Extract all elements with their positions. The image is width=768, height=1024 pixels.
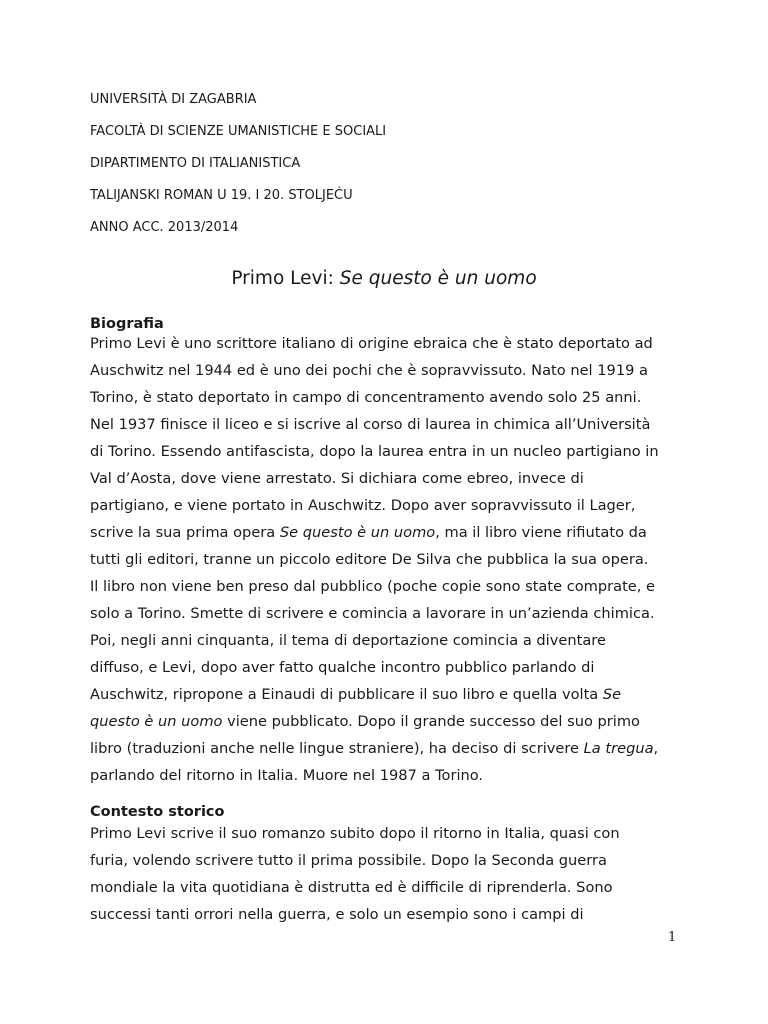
contesto-paragraph — [90, 820, 620, 928]
header-department: DIPARTIMENTO DI ITALIANISTICA — [90, 156, 301, 171]
italic-title-text: Se questo è un uomo — [279, 524, 436, 541]
text-run: scrive la sua prima opera — [90, 524, 280, 541]
text-run: furia, volendo scrivere tutto il prima possibile. Dopo la Seconda guerra — [90, 852, 607, 869]
italic-title-text: La tregua — [583, 740, 654, 757]
document-title — [90, 268, 678, 289]
header-course: TALIJANSKI ROMAN U 19. I 20. STOLJEĆU — [90, 188, 353, 203]
text-run: parlando del ritorno in Italia. Muore nel 1987 a Torino. — [90, 767, 484, 784]
text-run: successi tanti orrori nella guerra, e solo un esempio sono i campi di — [90, 906, 584, 923]
text-run: solo a Torino. Smette di scrivere e comincia a lavorare in un’azienda chimica. — [90, 605, 655, 622]
text-run: partigiano, e viene portato in Auschwitz. Dopo aver sopravvissuto il Lager, — [90, 497, 636, 514]
title-work: Se questo è un uomo — [339, 268, 537, 289]
text-run: Nel 1937 finisce il liceo e si iscrive al corso di laurea in chimica all’Università — [90, 416, 651, 433]
text-line — [90, 874, 620, 901]
text-line — [90, 820, 620, 847]
section-heading-contesto: Contesto storico — [90, 804, 225, 820]
header-academic-year: ANNO ACC. 2013/2014 — [90, 220, 239, 235]
text-run: libro (traduzioni anche nelle lingue straniere), ha deciso di scrivere — [90, 740, 584, 757]
text-run: Primo Levi scrive il suo romanzo subito dopo il ritorno in Italia, quasi con — [90, 825, 620, 842]
text-line — [90, 465, 659, 492]
title-author: Primo Levi: — [231, 268, 340, 289]
text-line — [90, 654, 659, 681]
text-line — [90, 573, 659, 600]
text-run: , ma il libro viene rifiutato da — [435, 524, 647, 541]
text-line — [90, 708, 659, 735]
text-run: di Torino. Essendo antifascista, dopo la laurea entra in un nucleo partigiano in — [90, 443, 659, 460]
text-line — [90, 546, 659, 573]
text-run: Primo Levi è uno scrittore italiano di origine ebraica che è stato deportato ad — [90, 335, 653, 352]
text-run: viene pubblicato. Dopo il grande successo del suo primo — [222, 713, 640, 730]
text-run: Auschwitz, ripropone a Einaudi di pubblicare il suo libro e quella volta — [90, 686, 603, 703]
text-line — [90, 519, 659, 546]
text-run: Poi, negli anni cinquanta, il tema di deportazione comincia a diventare — [90, 632, 606, 649]
italic-title-text: Se — [602, 686, 622, 703]
text-line — [90, 901, 620, 928]
text-run: Il libro non viene ben preso dal pubblico (poche copie sono state comprate, e — [90, 578, 656, 595]
text-run: Val d’Aosta, dove viene arrestato. Si dichiara come ebreo, invece di — [90, 470, 584, 487]
section-heading-biografia: Biografia — [90, 316, 164, 332]
text-run: tutti gli editori, tranne un piccolo editore De Silva che pubblica la sua opera. — [90, 551, 649, 568]
header-faculty: FACOLTÀ DI SCIENZE UMANISTICHE E SOCIALI — [90, 124, 387, 139]
biografia-paragraph — [90, 330, 659, 789]
text-line — [90, 627, 659, 654]
text-run: Torino, è stato deportato in campo di concentramento avendo solo 25 anni. — [90, 389, 642, 406]
text-run: diffuso, e Levi, dopo aver fatto qualche incontro pubblico parlando di — [90, 659, 595, 676]
text-line — [90, 762, 659, 789]
text-line — [90, 735, 659, 762]
text-line — [90, 847, 620, 874]
text-line — [90, 357, 659, 384]
text-run: , — [653, 740, 659, 757]
text-line — [90, 330, 659, 357]
text-run: mondiale la vita quotidiana è distrutta ed è difficile di riprenderla. Sono — [90, 879, 613, 896]
text-line — [90, 384, 659, 411]
text-line — [90, 681, 659, 708]
text-run: Auschwitz nel 1944 ed è uno dei pochi che è sopravvissuto. Nato nel 1919 a — [90, 362, 648, 379]
italic-title-text: questo è un uomo — [90, 713, 223, 730]
text-line — [90, 492, 659, 519]
text-line — [90, 411, 659, 438]
page-number: 1 — [668, 930, 677, 945]
text-line — [90, 600, 659, 627]
text-line — [90, 438, 659, 465]
header-university: UNIVERSITÀ DI ZAGABRIA — [90, 92, 257, 107]
